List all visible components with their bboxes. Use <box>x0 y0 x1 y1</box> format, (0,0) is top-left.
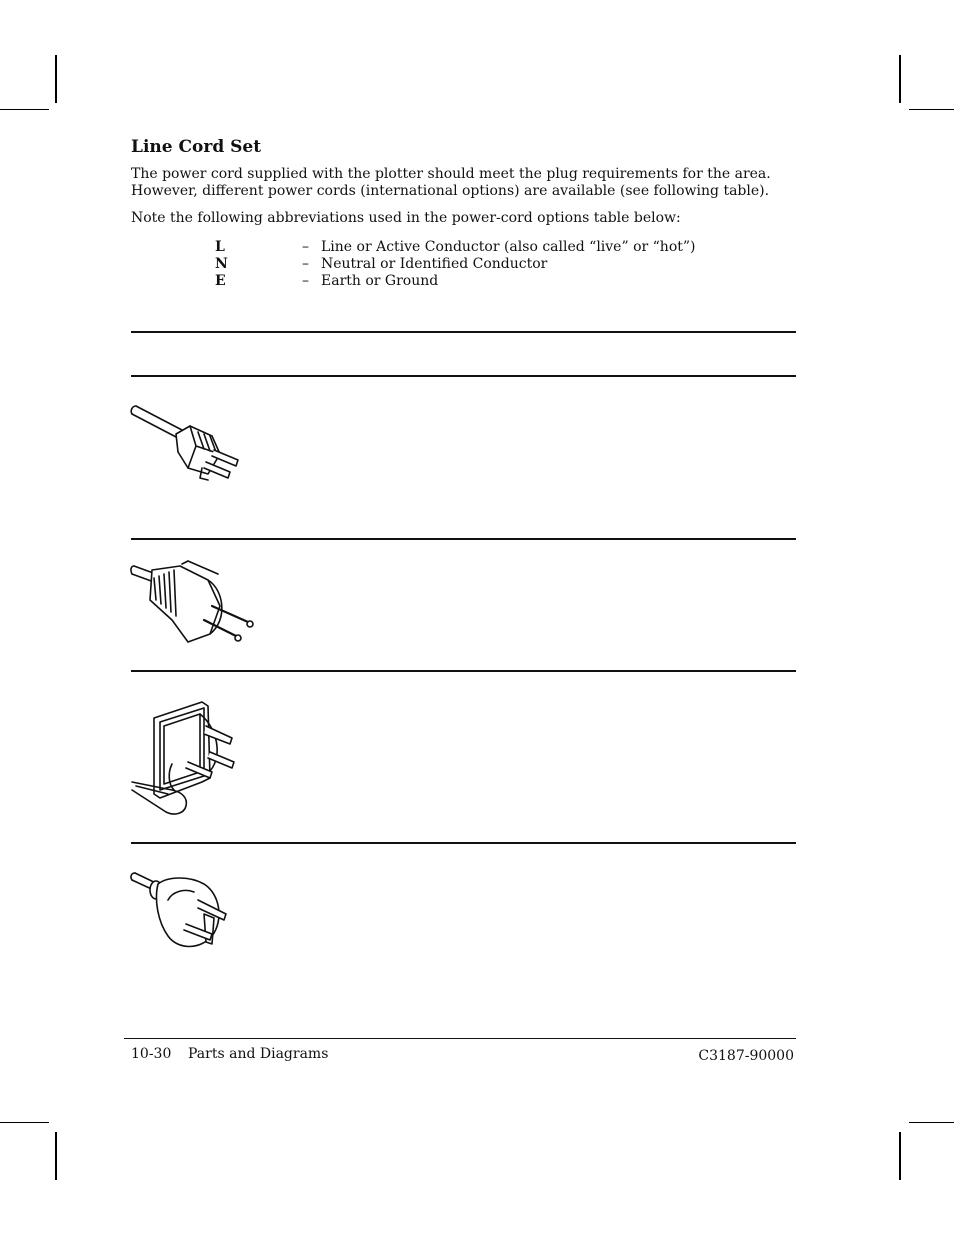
crop-mark <box>909 1122 954 1123</box>
page-number: 10-30 <box>131 1046 172 1062</box>
abbreviation-definition: Line or Active Conductor (also called “live” or “hot”) <box>321 239 696 255</box>
table-rule <box>131 538 796 540</box>
uk-plug-icon <box>128 698 248 818</box>
document-number: C3187-90000 <box>698 1048 794 1064</box>
abbreviation-definition: Neutral or Identified Conductor <box>321 256 548 272</box>
table-rule <box>131 375 796 377</box>
footer-section-name: Parts and Diagrams <box>188 1046 329 1062</box>
abbreviation-dash: – <box>302 239 309 255</box>
crop-mark <box>909 109 954 110</box>
abbreviation-key: N <box>215 256 228 272</box>
european-plug-icon <box>128 560 258 650</box>
abbreviation-key: L <box>215 239 225 255</box>
australian-plug-icon <box>128 870 238 950</box>
table-rule <box>131 670 796 672</box>
crop-mark <box>0 1122 49 1123</box>
crop-mark <box>0 109 49 110</box>
crop-mark <box>55 55 57 103</box>
crop-mark <box>899 1132 901 1180</box>
table-rule <box>131 331 796 333</box>
table-rule <box>131 842 796 844</box>
abbreviation-dash: – <box>302 256 309 272</box>
crop-mark <box>55 1132 57 1180</box>
footer-rule <box>124 1038 796 1039</box>
abbreviation-note: Note the following abbreviations used in the power-cord options table below: <box>131 210 681 226</box>
intro-paragraph: The power cord supplied with the plotter should meet the plug requirements for the area. However, different power cords (international options) are available (see following table). <box>131 166 771 199</box>
abbreviation-key: E <box>215 273 226 289</box>
abbreviation-dash: – <box>302 273 309 289</box>
us-plug-icon <box>128 402 248 482</box>
abbreviation-definition: Earth or Ground <box>321 273 439 289</box>
section-title: Line Cord Set <box>131 137 262 157</box>
crop-mark <box>899 55 901 103</box>
